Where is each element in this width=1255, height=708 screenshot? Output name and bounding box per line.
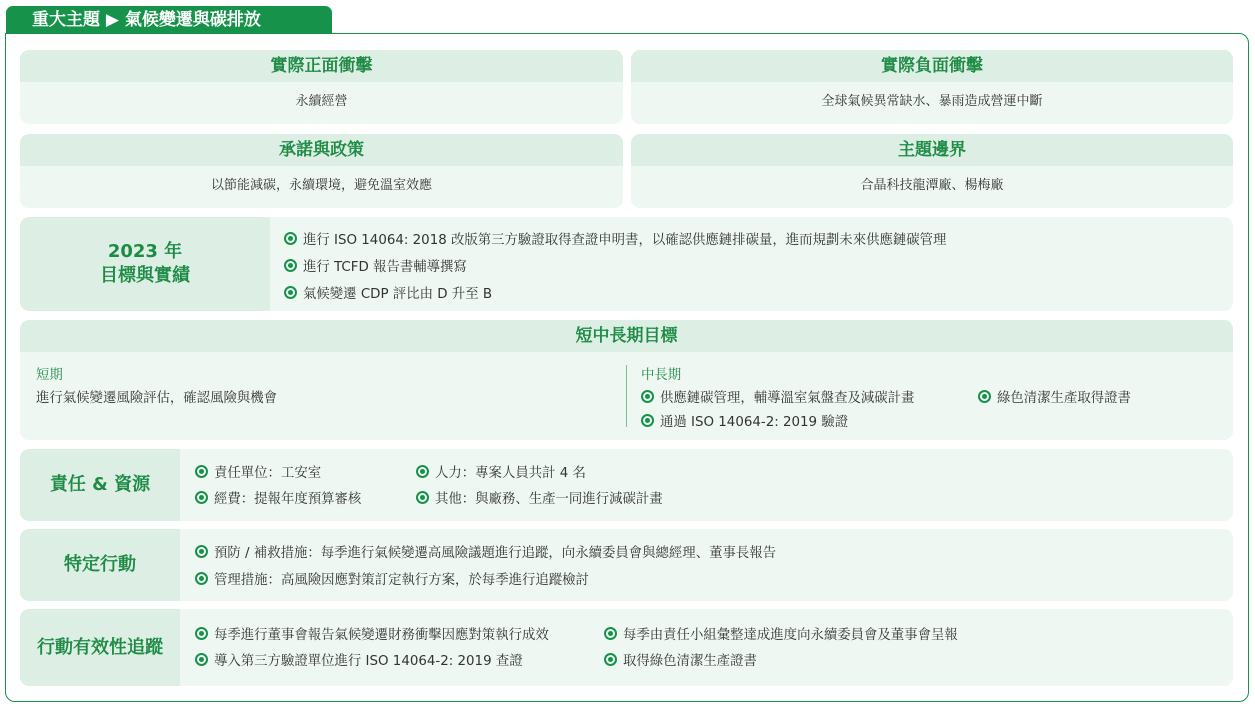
list-item xyxy=(195,462,321,481)
targets-2023-label xyxy=(20,217,270,311)
resource-item-2: 人力：專案人員共計 4 名 xyxy=(435,466,586,481)
tracking-item-2: 每季由責任小組彙整達成進度向永續委員會及董事會呈報 xyxy=(623,628,958,643)
resource-item-3: 經費：提報年度預算審核 xyxy=(214,492,362,507)
tracking-label: 行動有效性追蹤 xyxy=(20,609,180,686)
resource-item-4: 其他：與廠務、生產一同進行減碳計畫 xyxy=(435,492,663,507)
tracking-item-3: 導入第三方驗證單位進行 ISO 14064-2: 2019 查證 xyxy=(214,654,523,669)
boundary-value: 合晶科技龍潭廠、楊梅廠 xyxy=(860,178,1004,193)
short-term-text: 進行氣候變遷風險評估，確認風險與機會 xyxy=(36,391,278,406)
bullet-icon xyxy=(195,491,208,504)
list-item xyxy=(604,650,757,669)
list-item xyxy=(195,488,361,507)
short-term-label: 短期 xyxy=(36,368,63,383)
resource-item-1: 責任單位：工安室 xyxy=(214,466,322,481)
bullet-icon xyxy=(416,465,429,478)
resources-body xyxy=(180,449,1233,521)
list-item xyxy=(195,542,776,561)
list-item xyxy=(195,650,523,669)
bullet-icon xyxy=(284,286,297,299)
goals-card xyxy=(20,320,1233,440)
goals-body xyxy=(20,352,1233,440)
bullet-icon xyxy=(284,232,297,245)
target-item-1: 進行 ISO 14064: 2018 改版第三方驗證取得查證申明書，以確認供應鏈排碳量，進而規劃未來供應鏈碳管理 xyxy=(303,233,947,248)
actions-body xyxy=(180,529,1233,601)
bullet-icon xyxy=(416,491,429,504)
bullet-icon xyxy=(195,572,208,585)
tracking-row xyxy=(20,609,1233,686)
positive-impact-title: 實際正面衝擊 xyxy=(20,50,623,82)
target-item-3: 氣候變遷 CDP 評比由 D 升至 B xyxy=(303,287,493,302)
mid-long-item-2: 綠色清潔生產取得證書 xyxy=(997,391,1131,406)
tracking-item-1: 每季進行董事會報告氣候變遷財務衝擊因應對策執行成效 xyxy=(214,628,549,643)
bullet-icon xyxy=(195,545,208,558)
list-item xyxy=(284,283,492,302)
targets-2023-row xyxy=(20,217,1233,311)
resources-label: 責任 & 資源 xyxy=(20,449,180,521)
tracking-item-4: 取得綠色清潔生產證書 xyxy=(623,654,757,669)
list-item xyxy=(978,387,1131,406)
policy-title: 承諾與政策 xyxy=(20,134,623,166)
list-item xyxy=(416,488,663,507)
targets-2023-label-year: 2023 年 xyxy=(107,241,183,262)
actions-row xyxy=(20,529,1233,601)
list-item xyxy=(641,387,914,406)
goals-title: 短中長期目標 xyxy=(20,320,1233,352)
bullet-icon xyxy=(641,414,654,427)
bullet-icon xyxy=(604,627,617,640)
negative-impact-value: 全球氣候異常缺水、暴雨造成營運中斷 xyxy=(821,94,1043,109)
mid-long-item-1: 供應鏈碳管理，輔導溫室氣盤查及減碳計畫 xyxy=(660,391,915,406)
actions-label: 特定行動 xyxy=(20,529,180,601)
tracking-body xyxy=(180,609,1233,686)
negative-impact-title: 實際負面衝擊 xyxy=(631,50,1233,82)
list-item xyxy=(195,624,549,643)
list-item xyxy=(195,569,589,588)
positive-impact-card xyxy=(20,50,623,124)
resources-row xyxy=(20,449,1233,521)
action-item-1: 預防 / 補救措施：每季進行氣候變遷高風險議題進行追蹤，向永續委員會與總經理、董事長報告 xyxy=(214,546,777,561)
goals-divider xyxy=(626,365,627,427)
negative-impact-card xyxy=(631,50,1233,124)
bullet-icon xyxy=(641,390,654,403)
bullet-icon xyxy=(604,653,617,666)
mid-long-item-3: 通過 ISO 14064-2: 2019 驗證 xyxy=(660,415,849,430)
list-item xyxy=(604,624,958,643)
list-item xyxy=(416,462,586,481)
bullet-icon xyxy=(978,390,991,403)
target-item-2: 進行 TCFD 報告書輔導撰寫 xyxy=(303,260,467,275)
list-item xyxy=(641,411,848,430)
bullet-icon xyxy=(195,627,208,640)
policy-value: 以節能減碳，永續環境，避免溫室效應 xyxy=(210,178,432,193)
bullet-icon xyxy=(284,259,297,272)
boundary-title: 主題邊界 xyxy=(631,134,1233,166)
boundary-card xyxy=(631,134,1233,208)
list-item xyxy=(284,229,946,248)
positive-impact-value: 永續經營 xyxy=(295,94,348,109)
action-item-2: 管理措施：高風險因應對策訂定執行方案，於每季進行追蹤檢討 xyxy=(214,573,589,588)
mid-long-term-label: 中長期 xyxy=(641,368,682,383)
targets-2023-label-text: 目標與實績 xyxy=(100,265,190,286)
bullet-icon xyxy=(195,465,208,478)
list-item xyxy=(284,256,467,275)
page-title: 重大主題 ▶ 氣候變遷與碳排放 xyxy=(6,6,332,34)
bullet-icon xyxy=(195,653,208,666)
targets-2023-body xyxy=(270,217,1233,311)
policy-card xyxy=(20,134,623,208)
